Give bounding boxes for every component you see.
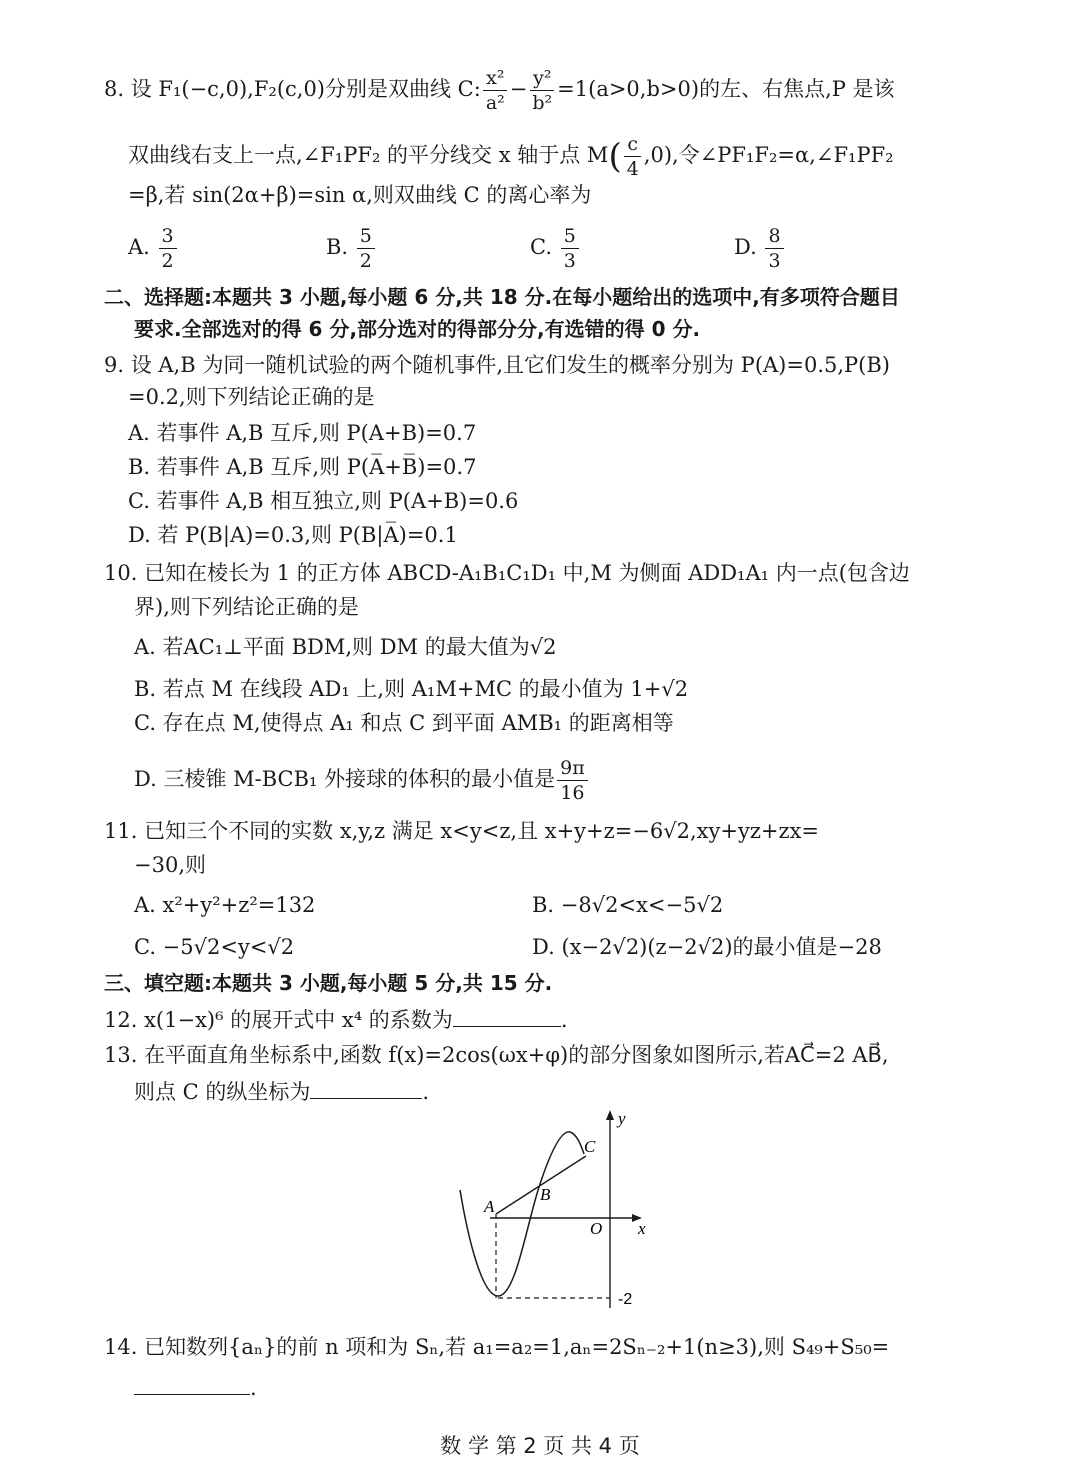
page-footer: 数 学 第 2 页 共 4 页 xyxy=(440,1434,640,1458)
q8-frac-x: $\frac{\text{x²}}{\text{a²}}$ xyxy=(483,66,508,115)
q10-frac: $\frac{9\pi}{16}$ xyxy=(557,756,588,805)
q9-option-b: B. 若事件 A,B 互斥,则 P(A̅+B̅)=0.7 xyxy=(128,455,477,479)
q8-frac-m: $\frac{c}{4}$ xyxy=(624,132,642,181)
q14-answer-blank xyxy=(134,1372,250,1395)
label-min: -2 xyxy=(618,1291,633,1308)
section2-line1: 二、选择题:本题共 3 小题,每小题 6 分,共 18 分.在每小题给出的选项中,有多项符合题目 xyxy=(104,285,900,309)
label-b: B xyxy=(540,1185,551,1204)
q13-line2: 则点 C 的纵坐标为 . xyxy=(134,1076,429,1107)
q10-option-d: D. 三棱锥 M-BCB₁ 外接球的体积的最小值是 $\frac{9\pi}{16}$ xyxy=(134,756,590,805)
q9-option-a: A. 若事件 A,B 互斥,则 P(A+B)=0.7 xyxy=(128,421,477,445)
q8-option-b: B. $\frac{5}{2}$ xyxy=(326,224,377,273)
q11-line2: −30,则 xyxy=(134,853,206,877)
q8-frac-y: $\frac{\text{y²}}{\text{b²}}$ xyxy=(529,66,555,115)
label-c: C xyxy=(584,1137,596,1156)
label-x: x xyxy=(638,1219,646,1238)
q9-option-c: C. 若事件 A,B 相互独立,则 P(A+B)=0.6 xyxy=(128,489,519,513)
q8-option-d: D. $\frac{8}{3}$ xyxy=(734,224,786,273)
q8-line3: =β,若 sin(2α+β)=sin α,则双曲线 C 的离心率为 xyxy=(128,183,592,207)
q11-line1: 11. 已知三个不同的实数 x,y,z 满足 x<y<z,且 x+y+z=−6√2,xy+yz+zx= xyxy=(104,819,820,843)
q10-option-c: C. 存在点 M,使得点 A₁ 和点 C 到平面 AMB₁ 的距离相等 xyxy=(134,711,674,735)
q9-line1: 9. 设 A,B 为同一随机试验的两个随机事件,且它们发生的概率分别为 P(A)=0.5,P(B) xyxy=(104,353,890,377)
q14-line1: 14. 已知数列{aₙ}的前 n 项和为 Sₙ,若 a₁=a₂=1,aₙ=2Sₙ₋₂+1(n≥3),则 S₄₉+S₅₀= xyxy=(104,1335,890,1359)
section2-line2: 要求.全部选对的得 6 分,部分选对的得部分分,有选错的得 0 分. xyxy=(134,317,701,341)
label-y: y xyxy=(618,1109,626,1128)
y-axis-arrow xyxy=(606,1110,614,1120)
q14-line2: . xyxy=(134,1372,257,1403)
q13-line1: 13. 在平面直角坐标系中,函数 f(x)=2cos(ωx+φ)的部分图象如图所示,若AC⃗=2 AB⃗, xyxy=(104,1043,889,1067)
q8-option-c: C. $\frac{5}{3}$ xyxy=(530,224,581,273)
cosine-graph xyxy=(450,1108,660,1308)
q12-line: 12. x(1−x)⁶ 的展开式中 x⁴ 的系数为 . xyxy=(104,1004,568,1035)
q13-answer-blank xyxy=(310,1076,422,1099)
q8-line1: 8. 设 F₁(−c,0),F₂(c,0)分别是双曲线 C: $\frac{\text{x²}}{\text{a²}}$ − $\frac{\text{y²}}{\text{b²}}$ =1(a>0,b>0)的左、右焦点,P 是该 xyxy=(104,67,895,114)
q11-option-c: C. −5√2<y<√2 xyxy=(134,935,295,959)
q8-line1-text: 8. 设 F₁(−c,0),F₂(c,0)分别是双曲线 C: xyxy=(104,77,481,101)
q11-option-b: B. −8√2<x<−5√2 xyxy=(532,893,724,917)
q10-line2: 界),则下列结论正确的是 xyxy=(134,595,359,619)
q10-option-b: B. 若点 M 在线段 AD₁ 上,则 A₁M+MC 的最小值为 1+√2 xyxy=(134,677,689,701)
label-a: A xyxy=(484,1197,495,1216)
q11-option-a: A. x²+y²+z²=132 xyxy=(134,893,316,917)
q9-option-d: D. 若 P(B|A)=0.3,则 P(B|A̅)=0.1 xyxy=(128,523,458,547)
q10-line1: 10. 已知在棱长为 1 的正方体 ABCD-A₁B₁C₁D₁ 中,M 为侧面 ADD₁A₁ 内一点(包含边 xyxy=(104,561,910,585)
q11-option-d: D. (x−2√2)(z−2√2)的最小值是−28 xyxy=(532,935,882,959)
function-curve xyxy=(460,1132,584,1296)
label-o: O xyxy=(590,1219,603,1238)
q12-answer-blank xyxy=(453,1004,561,1027)
q8-option-a: A. $\frac{3}{2}$ xyxy=(128,224,179,273)
section3-line1: 三、填空题:本题共 3 小题,每小题 5 分,共 15 分. xyxy=(104,971,553,995)
q9-line2: =0.2,则下列结论正确的是 xyxy=(128,385,375,409)
q8-line2: 双曲线右支上一点,∠F₁PF₂ 的平分线交 x 轴于点 M( $\frac{c}{4}$ ,0),令∠PF₁F₂=α,∠F₁PF₂ xyxy=(128,133,894,180)
q10-option-a: A. 若AC₁⊥平面 BDM,则 DM 的最大值为√2 xyxy=(134,635,557,659)
q8-line1-tail: =1(a>0,b>0)的左、右焦点,P 是该 xyxy=(557,77,895,101)
